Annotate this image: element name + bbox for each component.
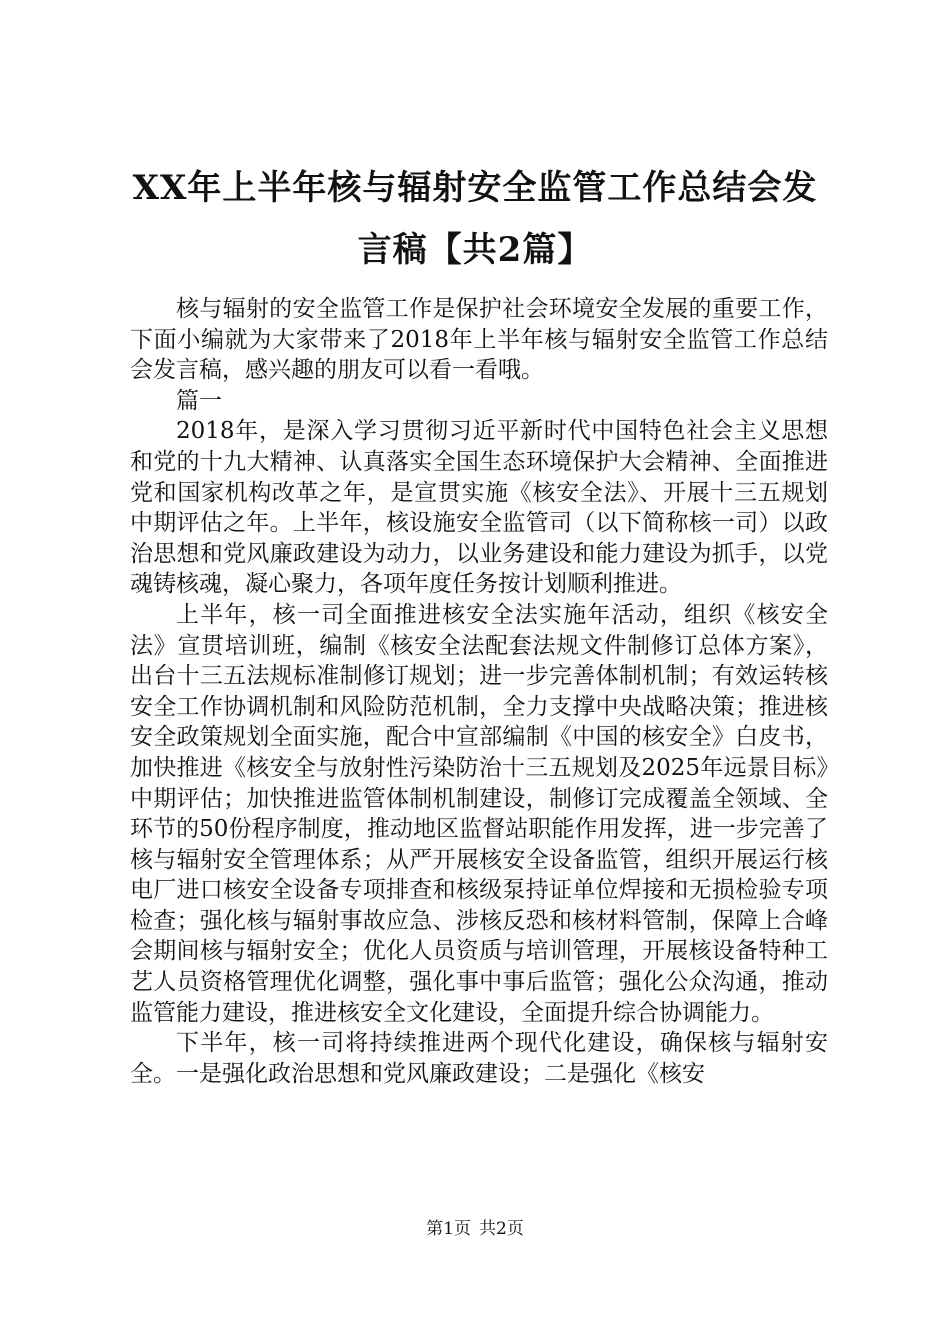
page-number: 第1页 bbox=[426, 1219, 471, 1239]
document-title-line-2: 言稿【共2篇】 bbox=[357, 230, 593, 270]
body-paragraph: 上半年，核一司全面推进核安全法实施年活动，组织《核安全法》宣贯培训班，编制《核安全法配套法规文件制修订总体方案》，出台十三五法规标准制修订规划；进一步完善体制机制；有效运转核安全工作协调机制和风险防范机制，全力支撑中央战略决策；推进核安全政策规划全面实施，配合中宣部编制《中国的核安全》白皮书，加快推进《核安全与放射性污染防治十三五规划及2025年远景目标》中期评估；加快推进监管体制机制建设，制修订完成覆盖全领域、全环节的50份程序制度，推动地区监督站职能作用发挥，进一步完善了核与辐射安全管理体系；从严开展核安全设备监管，组织开展运行核电厂进口核安全设备专项排查和核级泵持证单位焊接和无损检验专项检查；强化核与辐射事故应急、涉核反恐和核材料管制，保障上合峰会期间核与辐射安全；优化人员资质与培训管理，开展核设备特种工艺人员资格管理优化调整，强化事中事后监管；强化公众沟通，推动监管能力建设，推进核安全文化建设，全面提升综合协调能力。 bbox=[130, 601, 828, 1026]
document-body bbox=[130, 294, 828, 1089]
intro-paragraph: 核与辐射的安全监管工作是保护社会环境安全发展的重要工作，下面小编就为大家带来了2018年上半年核与辐射安全监管工作总结会发言稿，感兴趣的朋友可以看一看哦。 bbox=[130, 296, 828, 384]
body-paragraph: 下半年，核一司将持续推进两个现代化建设，确保核与辐射安全。一是强化政治思想和党风廉政建设；二是强化《核安 bbox=[130, 1030, 828, 1087]
body-paragraph: 2018年，是深入学习贯彻习近平新时代中国特色社会主义思想和党的十九大精神、认真落实全国生态环境保护大会精神、全面推进党和国家机构改革之年，是宣贯实施《核安全法》、开展十三五规划中期评估之年。上半年，核设施安全监管司（以下简称核一司）以政治思想和党风廉政建设为动力，以业务建设和能力建设为抓手，以党魂铸核魂，凝心聚力，各项年度任务按计划顺利推进。 bbox=[130, 418, 828, 598]
section-heading-part-one: 篇一 bbox=[176, 387, 222, 414]
page-footer bbox=[0, 1214, 950, 1239]
page-total: 共2页 bbox=[479, 1219, 524, 1239]
document-title-line-1: XX年上半年核与辐射安全监管工作总结会发 bbox=[132, 168, 818, 208]
